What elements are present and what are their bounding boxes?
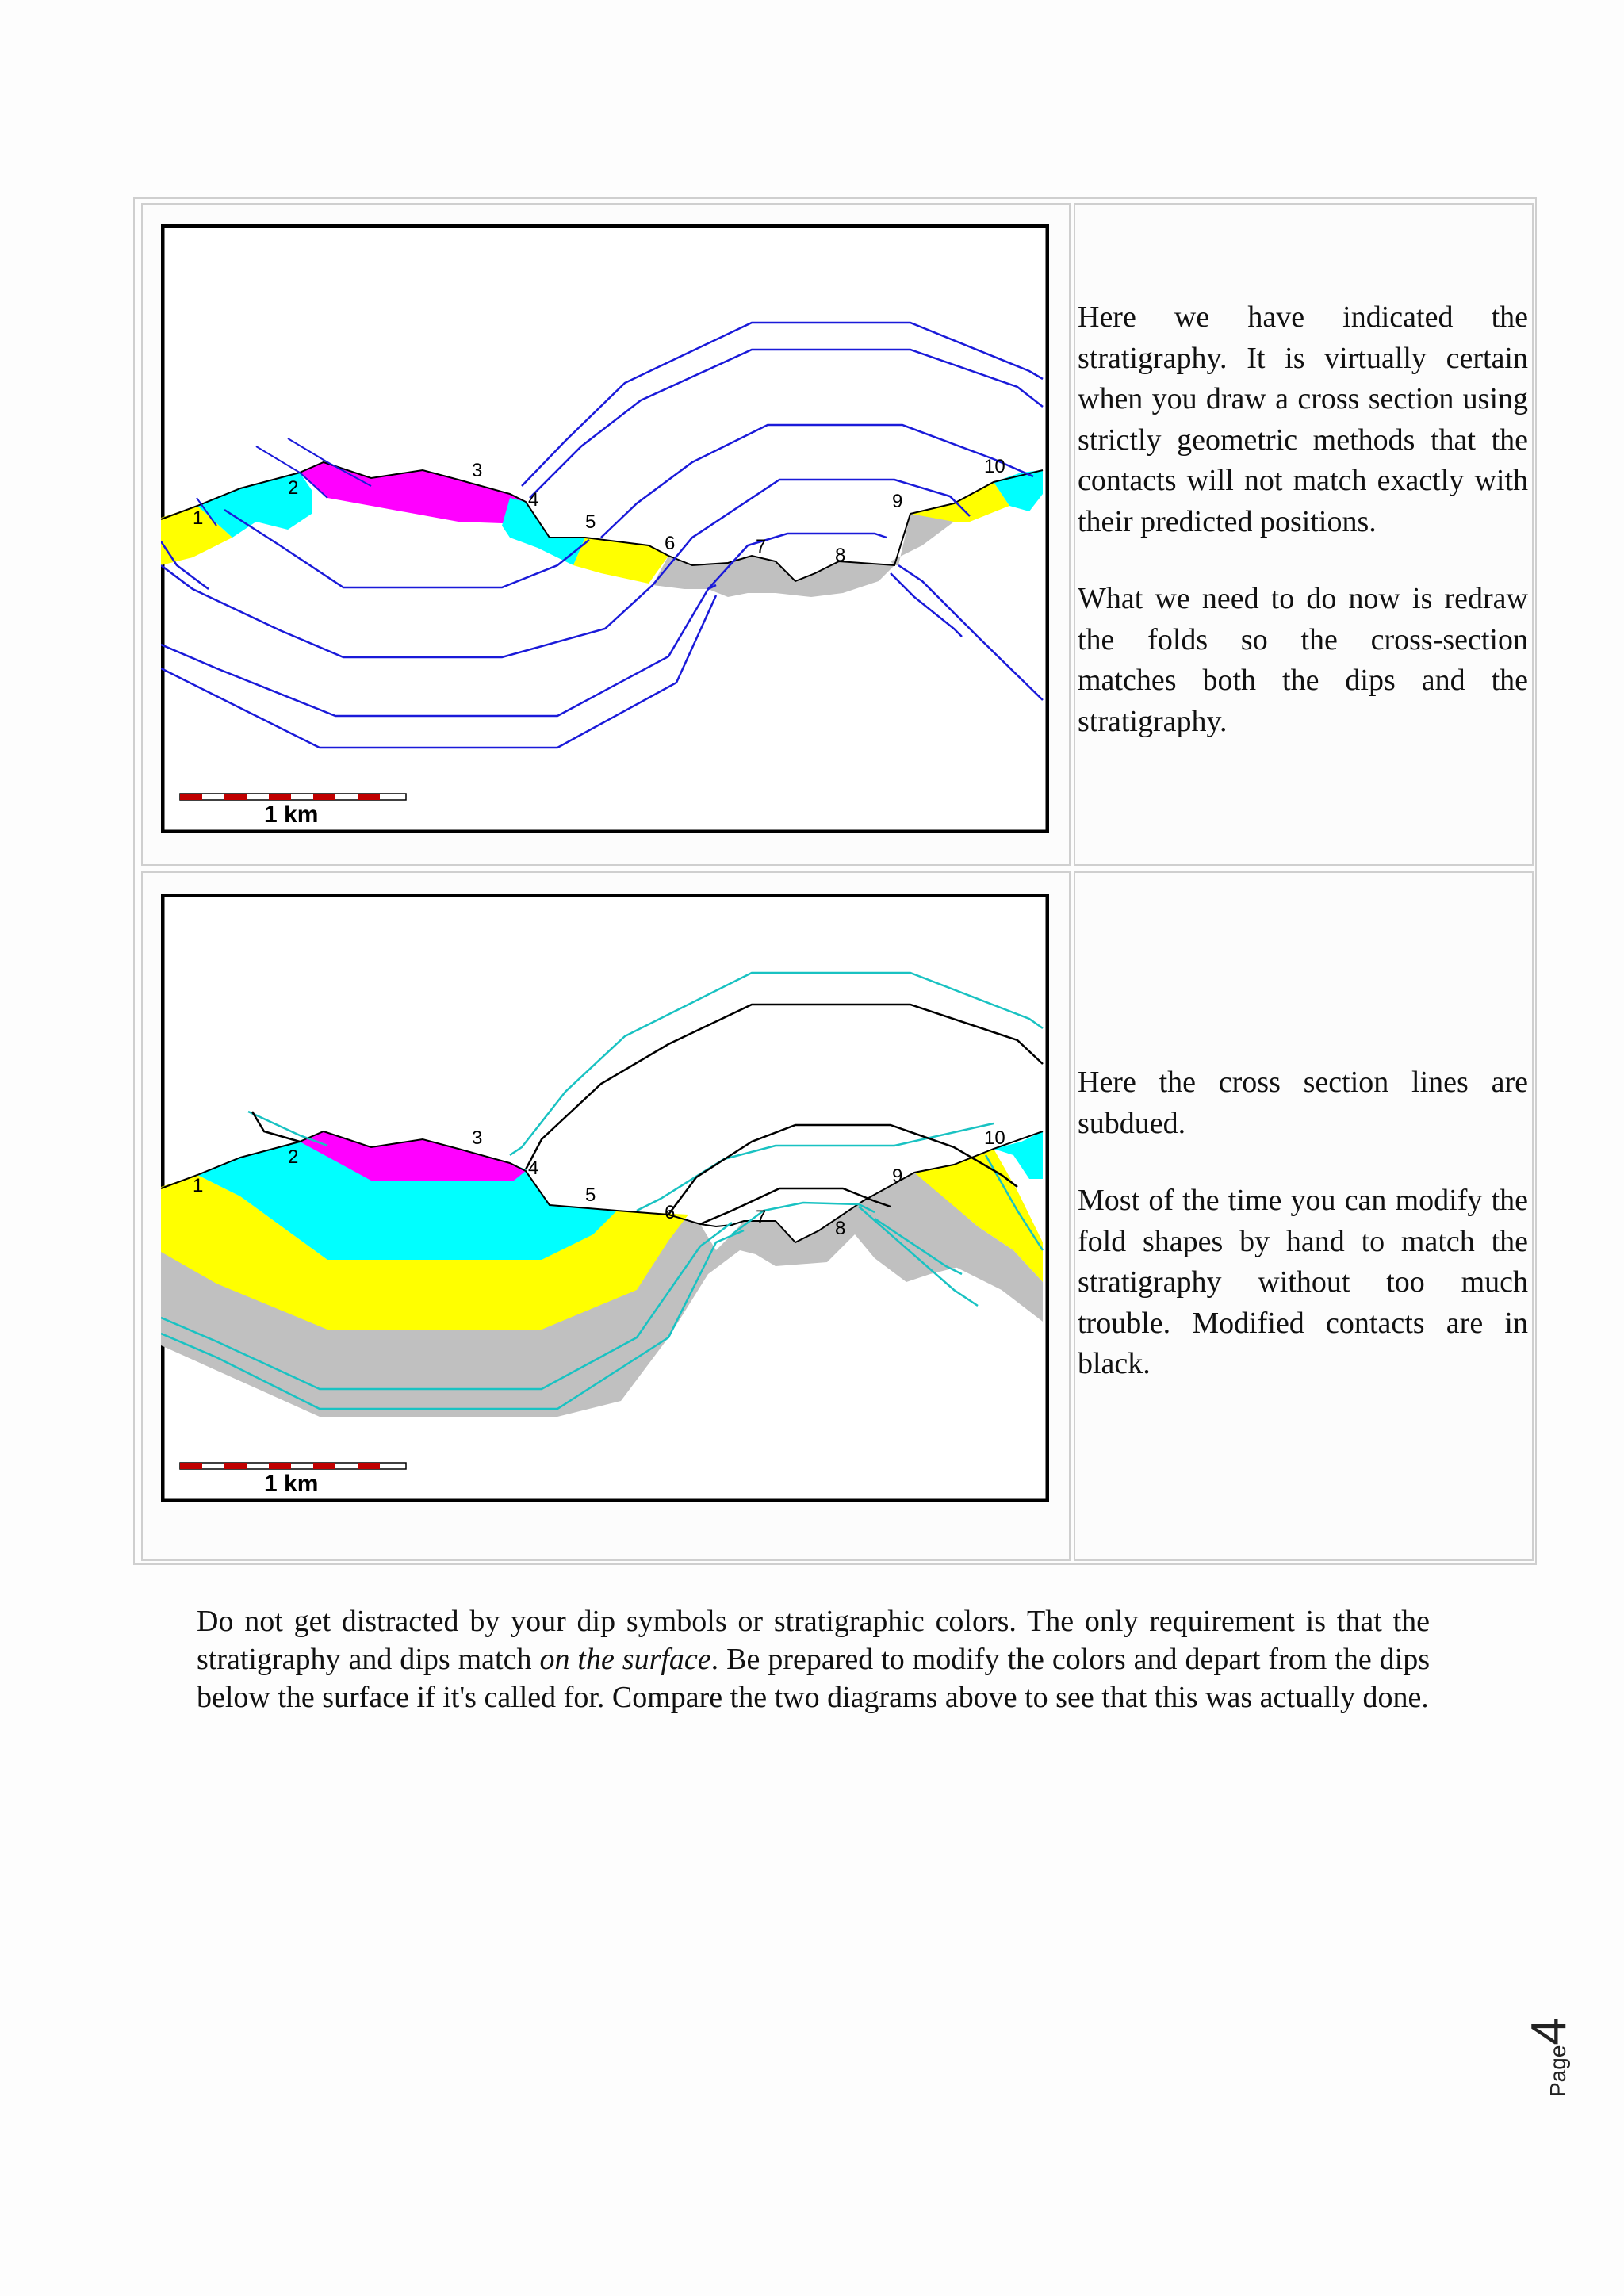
contact-label: 4 xyxy=(528,1158,539,1179)
scale-label: 1 km xyxy=(264,802,319,828)
contact-label: 5 xyxy=(585,511,596,533)
emphasis: on the surface xyxy=(539,1643,711,1676)
cross-section-figure-1 xyxy=(161,224,1049,833)
paragraph: What we need to do now is redraw the folds so the cross-section matches both the dips and the stratigraphy. xyxy=(1078,582,1528,738)
explanation-text-2 xyxy=(1078,1062,1528,1422)
contact-label: 1 xyxy=(193,1175,204,1196)
contact-label: 2 xyxy=(288,477,299,499)
contact-label: 1 xyxy=(193,507,204,529)
cross-section-figure-2 xyxy=(161,894,1049,1502)
page-number xyxy=(1521,2010,1576,2097)
contact-label: 2 xyxy=(288,1146,299,1168)
contact-label: 4 xyxy=(528,489,539,511)
contact-label: 10 xyxy=(984,1127,1005,1149)
body-paragraph xyxy=(197,1602,1430,1716)
contact-label: 9 xyxy=(892,1165,903,1187)
paragraph: Most of the time you can modify the fold shapes by hand to match the stratigraphy without too much trouble. Modified contacts are in black. xyxy=(1078,1184,1528,1380)
contact-label: 9 xyxy=(892,491,903,512)
page-number-value: 4 xyxy=(1522,2018,1576,2045)
body-text-part: . Be prepared to modify the colors and depart from the dips below the surface if it's called for. Compare the two diagrams above to see that this was actually done. xyxy=(197,1643,1431,1714)
scale-label: 1 km xyxy=(264,1471,319,1497)
contact-label: 7 xyxy=(756,1207,767,1228)
paragraph: Here the cross section lines are subdued. xyxy=(1078,1066,1528,1140)
page-prefix: Page xyxy=(1545,2045,1570,2097)
contact-label: 7 xyxy=(756,536,767,557)
body-text-part: Do not get distracted by your dip symbols or stratigraphic colors. The only requirement is that the stratigraphy and dips match xyxy=(197,1605,1430,1676)
contact-label: 6 xyxy=(665,1202,676,1223)
contact-label: 3 xyxy=(472,460,483,481)
contact-label: 8 xyxy=(835,1218,846,1239)
contact-label: 10 xyxy=(984,456,1005,477)
explanation-text-1 xyxy=(1078,297,1528,779)
contact-label: 8 xyxy=(835,545,846,566)
contact-label: 3 xyxy=(472,1127,483,1149)
paragraph: Here we have indicated the stratigraphy. It is virtually certain when you draw a cross section using strictly geometric methods that the contacts will not match exactly with their predicted positions. xyxy=(1078,300,1528,538)
contact-label: 5 xyxy=(585,1184,596,1206)
contact-label: 6 xyxy=(665,533,676,554)
